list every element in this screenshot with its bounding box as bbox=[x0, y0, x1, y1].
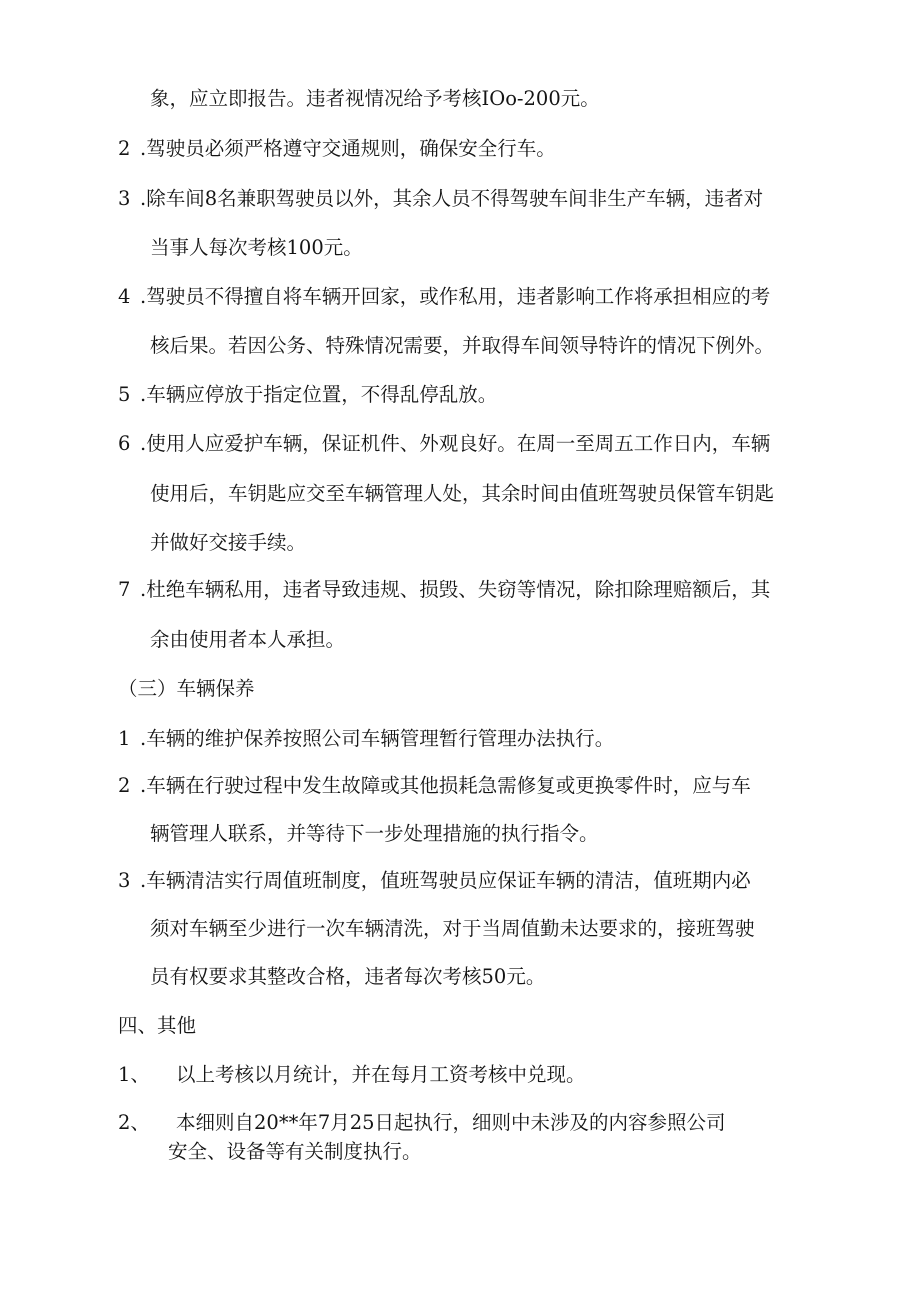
item-line: 安全、设备等有关制度执行。 bbox=[168, 1140, 422, 1163]
item-number: 2、 bbox=[118, 1111, 150, 1134]
item-line: 核后果。若因公务、特殊情况需要，并取得车间领导特许的情况下例外。 bbox=[150, 334, 775, 357]
item-line: 使用后，车钥匙应交至车辆管理人处，其余时间由值班驾驶员保管车钥匙 bbox=[150, 482, 775, 505]
section-heading: （三）车辆保养 bbox=[118, 677, 255, 700]
item-line: .驾驶员不得擅自将车辆开回家，或作私用，违者影响工作将承担相应的考 bbox=[140, 285, 771, 308]
item-line: 员有权要求其整改合格，违者每次考核50元。 bbox=[150, 965, 546, 988]
item-line: .车辆应停放于指定位置，不得乱停乱放。 bbox=[140, 383, 498, 406]
item-line: 以上考核以月统计，并在每月工资考核中兑现。 bbox=[176, 1063, 586, 1086]
item-number: 4 bbox=[118, 285, 131, 308]
item-line: .车辆的维护保养按照公司车辆管理暂行管理办法执行。 bbox=[140, 727, 615, 750]
item-line: .使用人应爱护车辆，保证机件、外观良好。在周一至周五工作日内，车辆 bbox=[140, 432, 771, 455]
item-line: 并做好交接手续。 bbox=[150, 531, 307, 554]
item-number: 6 bbox=[118, 432, 131, 455]
item-line: 辆管理人联系，并等待下一步处理措施的执行指令。 bbox=[150, 822, 599, 845]
item-line: 本细则自20**年7月25日起执行，细则中未涉及的内容参照公司 bbox=[176, 1111, 726, 1134]
item-line: .驾驶员必须严格遵守交通规则，确保安全行车。 bbox=[140, 137, 556, 160]
item-number: 7 bbox=[118, 578, 131, 601]
item-number: 1 bbox=[118, 727, 131, 750]
item-line: .除车间8名兼职驾驶员以外，其余人员不得驾驶车间非生产车辆，违者对 bbox=[140, 187, 764, 210]
item-line: 余由使用者本人承担。 bbox=[150, 628, 346, 651]
section-heading: 四、其他 bbox=[118, 1014, 197, 1037]
item-number: 3 bbox=[118, 869, 131, 892]
item-line: 须对车辆至少进行一次车辆清洗，对于当周值勤未达要求的，接班驾驶 bbox=[150, 917, 755, 940]
item-number: 2 bbox=[118, 774, 131, 797]
item-number: 1、 bbox=[118, 1063, 150, 1086]
item-number: 3 bbox=[118, 187, 131, 210]
item-line: .车辆在行驶过程中发生故障或其他损耗急需修复或更换零件时，应与车 bbox=[140, 774, 751, 797]
item-line: .车辆清洁实行周值班制度，值班驾驶员应保证车辆的清洁，值班期内必 bbox=[140, 869, 751, 892]
item-number: 5 bbox=[118, 383, 131, 406]
item-line: 当事人每次考核100元。 bbox=[150, 236, 363, 259]
item-number: 2 bbox=[118, 137, 131, 160]
item-line: .杜绝车辆私用，违者导致违规、损毁、失窃等情况，除扣除理赔额后，其 bbox=[140, 578, 771, 601]
continuation-line: 象，应立即报告。违者视情况给予考核IOo-200元。 bbox=[150, 87, 600, 110]
